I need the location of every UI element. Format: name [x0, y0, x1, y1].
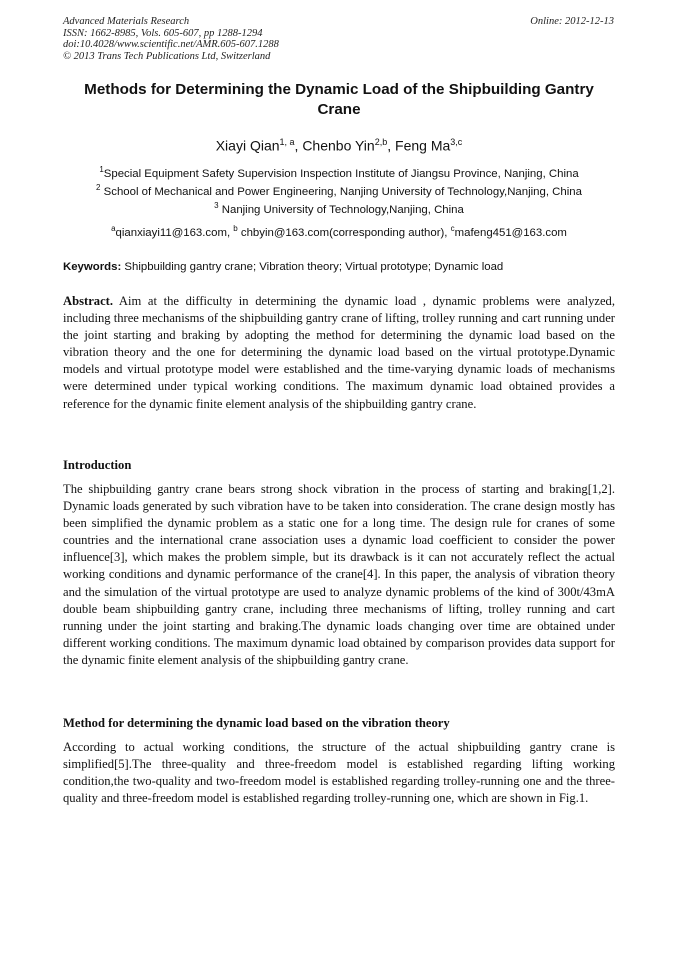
author-name: Chenbo Yin	[302, 137, 375, 154]
keywords-label: Keywords:	[63, 261, 122, 273]
journal-header	[63, 16, 279, 62]
email-text: mafeng451@163.com	[454, 226, 567, 239]
introduction-paragraph: The shipbuilding gantry crane bears strong shock vibration in the process of starting and braking[1,2]. Dynamic loads generated by such vibration have to be taken into consideration. The crane design mostly has been simplified the dynamic problem as a static one for a long time. The design rule for cranes of some countries and the international crane association uses a dynamic load coefficient to consider the power influence[3], which makes the problem simple, but its drawback is it can not accurately reflect the actual working conditions and dynamic performance of the crane[4]. In this paper, the analysis of vibration theory and the simulation of the virtual prototype are used to analyze dynamic problems of the kind of 300t/43mA double beam shipbuilding gantry crane, including three mechanisms of lifting, trolley running and cart running under the joint starting and braking.The dynamic loads changing over time are obtained under different working conditions. The maximum dynamic load obtained by comparison provides data support for the dynamic finite element analysis of the shipbuilding gantry crane.	[63, 482, 615, 667]
affiliation-sup: 1	[99, 165, 104, 174]
abstract-label: Abstract.	[63, 294, 114, 308]
method-heading: Method for determining the dynamic load based on the vibration theory	[63, 716, 450, 730]
online-date: Online: 2012-12-13	[530, 16, 614, 27]
affiliation-text: Special Equipment Safety Supervision Inspection Institute of Jiangsu Province, Nanjing, China	[103, 167, 579, 180]
journal-name: Advanced Materials Research	[63, 16, 190, 27]
affiliation-text: Nanjing University of Technology,Nanjing, China	[218, 203, 464, 216]
author-sup: 1, a	[279, 137, 295, 147]
abstract-paragraph	[63, 293, 615, 413]
email-text: chbyin@163.com(corresponding author),	[237, 226, 451, 239]
email-sup: a	[111, 224, 116, 233]
keywords-text: Shipbuilding gantry crane; Vibration theory; Virtual prototype; Dynamic load	[121, 261, 504, 273]
affiliation-1	[63, 163, 615, 181]
copyright-line: © 2013 Trans Tech Publications Ltd, Switzerland	[63, 50, 271, 62]
issn-line: ISSN: 1662-8985, Vols. 605-607, pp 1288-1294	[63, 27, 263, 39]
author-name: Feng Ma	[395, 137, 451, 154]
email-line	[63, 222, 615, 240]
author-sep: ,	[387, 137, 396, 154]
email-sup: b	[233, 224, 238, 233]
author-sup: 2,b	[374, 137, 388, 147]
paper-title: Methods for Determining the Dynamic Load of the Shipbuilding Gantry Crane	[84, 81, 594, 118]
author-name: Xiayi Qian	[215, 137, 280, 154]
affiliation-text: School of Mechanical and Power Engineering, Nanjing University of Technology,Nanjing, China	[100, 185, 582, 198]
abstract-text: Aim at the difficulty in determining the dynamic load , dynamic problems were analyzed, including three mechanisms of the shipbuilding gantry crane of lifting, trolley running and cart running under the joint starting and braking by adopting the method for determining the dynamic load based on the vibration theory and the one for determining the dynamic load based on the virtual prototype.Dynamic models and virtual prototype model were established and the time-varying dynamic loads of mechanisms were determined under typical working conditions. The maximum dynamic load obtained provides a reference for the dynamic finite element analysis of the shipbuilding gantry crane.	[63, 294, 615, 411]
keywords-line	[63, 260, 615, 274]
author-list	[63, 133, 615, 155]
method-paragraph: According to actual working conditions, the structure of the actual shipbuilding gantry crane is simplified[5].The three-quality and three-freedom model is established regarding lifting working condition,the two-quality and two-freedom model is established regarding trolley-running one and the three-quality and three-freedom model is established regarding trolley-running one, which are shown in Fig.1.	[63, 740, 615, 806]
affiliation-sup: 2	[96, 183, 101, 192]
affiliation-sup: 3	[214, 201, 219, 210]
introduction-heading: Introduction	[63, 458, 132, 472]
affiliation-3	[63, 199, 615, 217]
author-sep: ,	[294, 137, 303, 154]
affiliation-2	[63, 181, 615, 199]
doi-line: doi:10.4028/www.scientific.net/AMR.605-607.1288	[63, 39, 279, 50]
email-text: qianxiayi11@163.com,	[115, 226, 234, 239]
author-sup: 3,c	[450, 137, 463, 147]
email-sup: c	[450, 224, 455, 233]
